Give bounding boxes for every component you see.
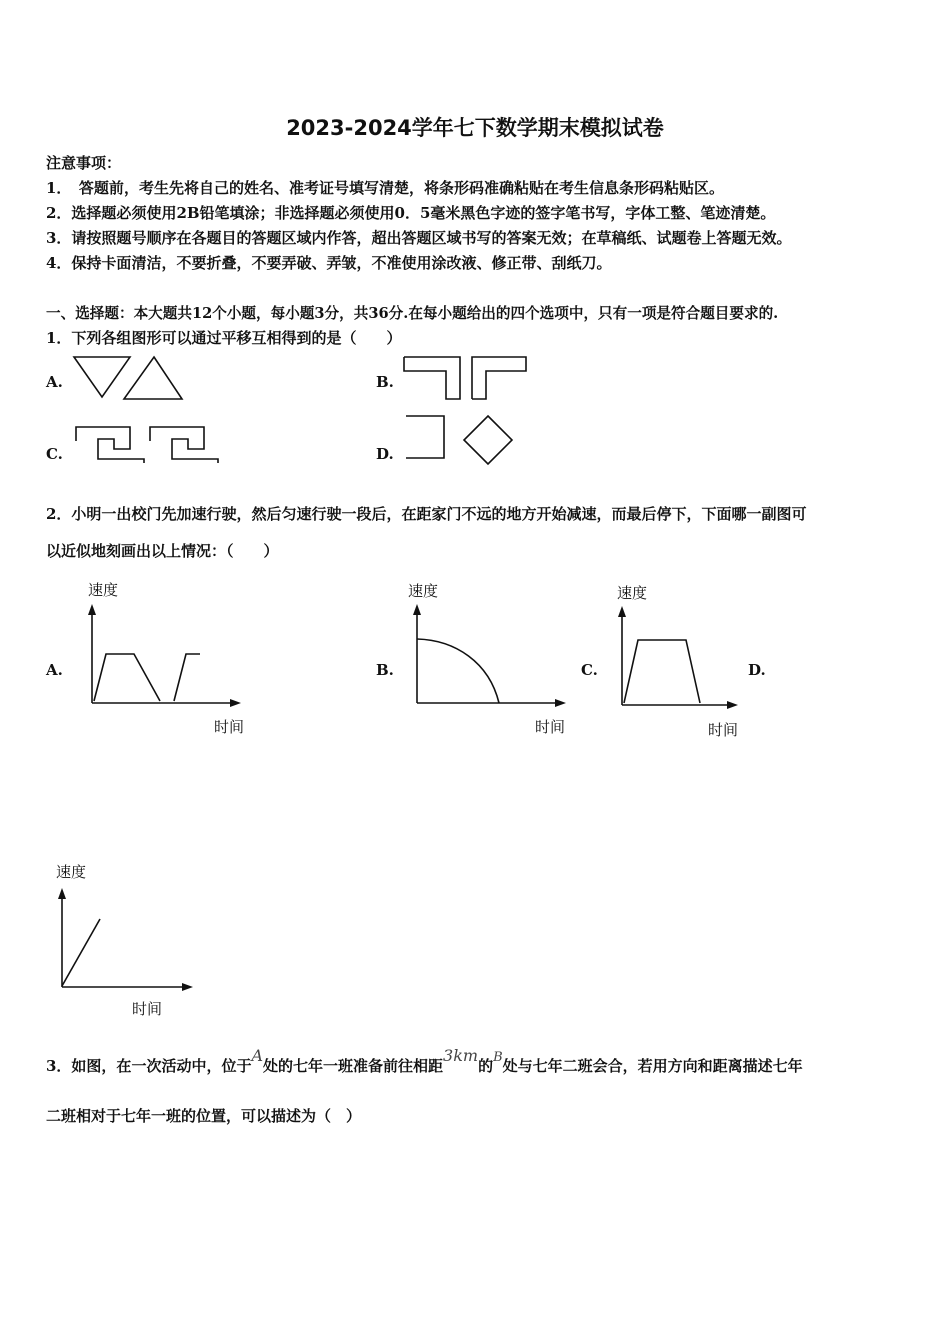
- graph-a-x-label: 时间: [214, 718, 245, 736]
- q1-stem: 1．下列各组图形可以通过平移互相得到的是（ ）: [46, 329, 402, 347]
- notice-heading: 注意事项：: [46, 154, 122, 172]
- graph-d-y-label: 速度: [56, 863, 87, 881]
- graph-c-x-label: 时间: [708, 721, 739, 739]
- q3-text-mid2: 的: [478, 1057, 494, 1075]
- q3-text-pre: 3．如图，在一次活动中，位于: [46, 1057, 252, 1075]
- q3-text-mid1: 处的七年一班准备前往相距: [263, 1057, 444, 1075]
- q3-distance: 3km: [443, 1046, 479, 1065]
- q2-stem-line2: 以近似地刻画出以上情况：（ ）: [46, 542, 279, 560]
- q3-line2: 二班相对于七年一班的位置，可以描述为（ ）: [46, 1107, 362, 1125]
- graph-b-x-label: 时间: [535, 718, 566, 736]
- graph-d: [50, 882, 210, 994]
- notice-item-3: 3．请按照题号顺序在各题目的答题区域内作答，超出答题区域书写的答案无效；在草稿纸、试题卷上答题无效。: [46, 229, 792, 247]
- q2-option-a-label: A.: [46, 661, 63, 679]
- q3-text-post: 处与七年二班会合，若用方向和距离描述七年: [502, 1057, 803, 1075]
- graph-b: [405, 600, 575, 710]
- q3-var-b: B: [493, 1050, 503, 1065]
- graph-a: [80, 600, 250, 710]
- q1-option-a-label: A.: [46, 373, 63, 391]
- q1-option-c-figure: [70, 423, 225, 468]
- notice-item-1: 1． 答题前，考生先将自己的姓名、准考证号填写清楚，将条形码准确粘贴在考生信息条形码粘贴区。: [46, 179, 724, 197]
- q1-option-b-label: B.: [376, 373, 394, 391]
- q1-option-c-label: C.: [46, 445, 63, 463]
- q2-option-d-label: D.: [748, 661, 766, 679]
- graph-b-y-label: 速度: [408, 582, 439, 600]
- graph-c: [610, 602, 760, 712]
- q2-option-c-label: C.: [581, 661, 598, 679]
- q1-option-a-figure: [70, 355, 190, 403]
- notice-item-2: 2．选择题必须使用2B铅笔填涂；非选择题必须使用0．5毫米黑色字迹的签字笔书写，字体工整、笔迹清楚。: [46, 204, 776, 222]
- q3-line1: [46, 1046, 803, 1076]
- q1-option-d-figure: [400, 412, 520, 468]
- section-heading: 一、选择题：本大题共12个小题，每小题3分，共36分.在每小题给出的四个选项中，只有一项是符合题目要求的.: [46, 305, 779, 322]
- q1-option-b-figure: [400, 355, 530, 403]
- graph-d-x-label: 时间: [132, 1000, 163, 1018]
- q3-var-a: A: [251, 1046, 264, 1065]
- q2-stem-line1: 2．小明一出校门先加速行驶，然后匀速行驶一段后，在距家门不远的地方开始减速，而最后停下，下面哪一副图可: [46, 505, 807, 523]
- graph-a-y-label: 速度: [88, 581, 119, 599]
- page-title: 2023-2024学年七下数学期末模拟试卷: [286, 116, 664, 140]
- notice-item-4: 4．保持卡面清洁，不要折叠，不要弄破、弄皱，不准使用涂改液、修正带、刮纸刀。: [46, 254, 612, 272]
- graph-c-y-label: 速度: [617, 584, 648, 602]
- q1-option-d-label: D.: [376, 445, 394, 463]
- q2-option-b-label: B.: [376, 661, 394, 679]
